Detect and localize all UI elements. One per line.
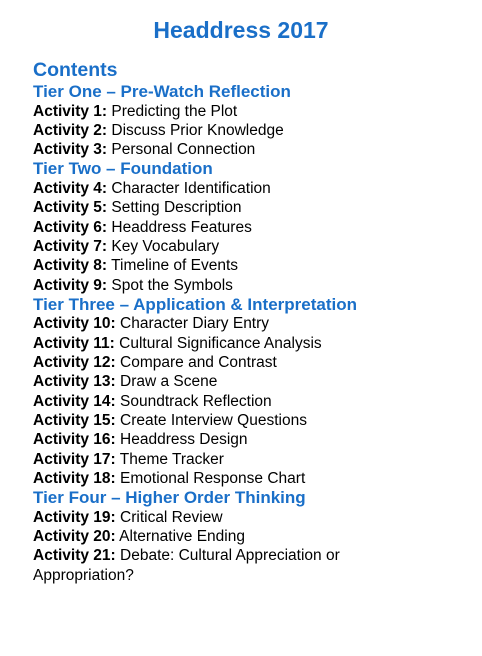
activity-title: Setting Description <box>111 199 242 217</box>
activity-title: Alternative Ending <box>119 528 245 546</box>
activity-title: Compare and Contrast <box>120 354 277 372</box>
activity-label: Activity 11: <box>33 334 115 352</box>
activity-label: Activity 4: <box>33 180 108 198</box>
activity-item <box>33 276 473 295</box>
activity-item <box>33 237 473 256</box>
activity-title: Cultural Significance Analysis <box>119 334 322 352</box>
activity-title: Emotional Response Chart <box>120 469 306 487</box>
activity-item <box>33 121 473 140</box>
activity-label: Activity 1: <box>33 102 108 120</box>
activity-item <box>33 102 473 121</box>
activity-item <box>33 334 473 353</box>
activity-title: Discuss Prior Knowledge <box>111 121 284 139</box>
activity-label: Activity 16: <box>33 431 116 449</box>
activity-item <box>33 218 473 237</box>
activity-item <box>33 353 473 372</box>
tier-heading: Tier Three – Application & Interpretation <box>33 294 357 314</box>
activity-label: Activity 7: <box>33 237 108 255</box>
document-title: Headdress 2017 <box>153 17 329 43</box>
activity-title: Character Diary Entry <box>120 315 270 333</box>
activity-item <box>33 314 473 333</box>
activity-label: Activity 12: <box>33 354 116 372</box>
activity-label: Activity 17: <box>33 450 116 468</box>
tier-heading: Tier One – Pre-Watch Reflection <box>33 82 291 101</box>
activity-item <box>33 450 473 469</box>
activity-title: Personal Connection <box>111 141 256 159</box>
activity-item <box>33 198 473 217</box>
activity-label: Activity 15: <box>33 411 116 429</box>
activity-title: Create Interview Questions <box>120 411 307 429</box>
activity-label: Activity 5: <box>33 199 108 217</box>
activity-item <box>33 546 433 585</box>
activity-label: Activity 10: <box>33 315 116 333</box>
activity-title: Soundtrack Reflection <box>120 392 272 410</box>
activity-title: Key Vocabulary <box>111 237 220 255</box>
table-of-contents <box>33 58 473 585</box>
activity-item <box>33 256 473 275</box>
activity-title: Timeline of Events <box>111 257 239 275</box>
activity-item <box>33 179 473 198</box>
activity-label: Activity 2: <box>33 121 108 139</box>
activity-item <box>33 430 473 449</box>
tier-three-section <box>33 295 473 488</box>
activity-title: Debate: Cultural Appreciation or Appropriation? <box>33 547 340 584</box>
activity-item <box>33 411 473 430</box>
tier-heading: Tier Two – Foundation <box>33 159 213 179</box>
activity-item <box>33 372 473 391</box>
tier-two-section <box>33 159 473 294</box>
activity-item <box>33 508 473 527</box>
activity-item <box>33 392 473 411</box>
activity-item <box>33 527 473 546</box>
contents-heading: Contents <box>33 59 118 81</box>
activity-title: Predicting the Plot <box>111 102 238 120</box>
tier-four-section <box>33 488 473 585</box>
activity-label: Activity 9: <box>33 276 108 294</box>
activity-item <box>33 140 473 159</box>
tier-heading: Tier Four – Higher Order Thinking <box>33 488 306 508</box>
activity-label: Activity 21: <box>33 547 116 565</box>
activity-title: Critical Review <box>120 508 223 526</box>
activity-title: Spot the Symbols <box>111 276 233 294</box>
activity-label: Activity 6: <box>33 218 108 236</box>
activity-label: Activity 14: <box>33 392 116 410</box>
activity-title: Draw a Scene <box>120 373 218 391</box>
activity-title: Headdress Design <box>120 431 248 449</box>
activity-label: Activity 3: <box>33 141 108 159</box>
activity-title: Headdress Features <box>111 218 252 236</box>
activity-title: Theme Tracker <box>119 450 224 468</box>
activity-label: Activity 18: <box>33 469 116 487</box>
activity-label: Activity 8: <box>33 257 108 275</box>
activity-label: Activity 20: <box>33 528 116 546</box>
activity-item <box>33 469 473 488</box>
activity-title: Character Identification <box>111 180 271 198</box>
tier-one-section <box>33 82 473 159</box>
activity-label: Activity 13: <box>33 373 116 391</box>
activity-label: Activity 19: <box>33 508 116 526</box>
